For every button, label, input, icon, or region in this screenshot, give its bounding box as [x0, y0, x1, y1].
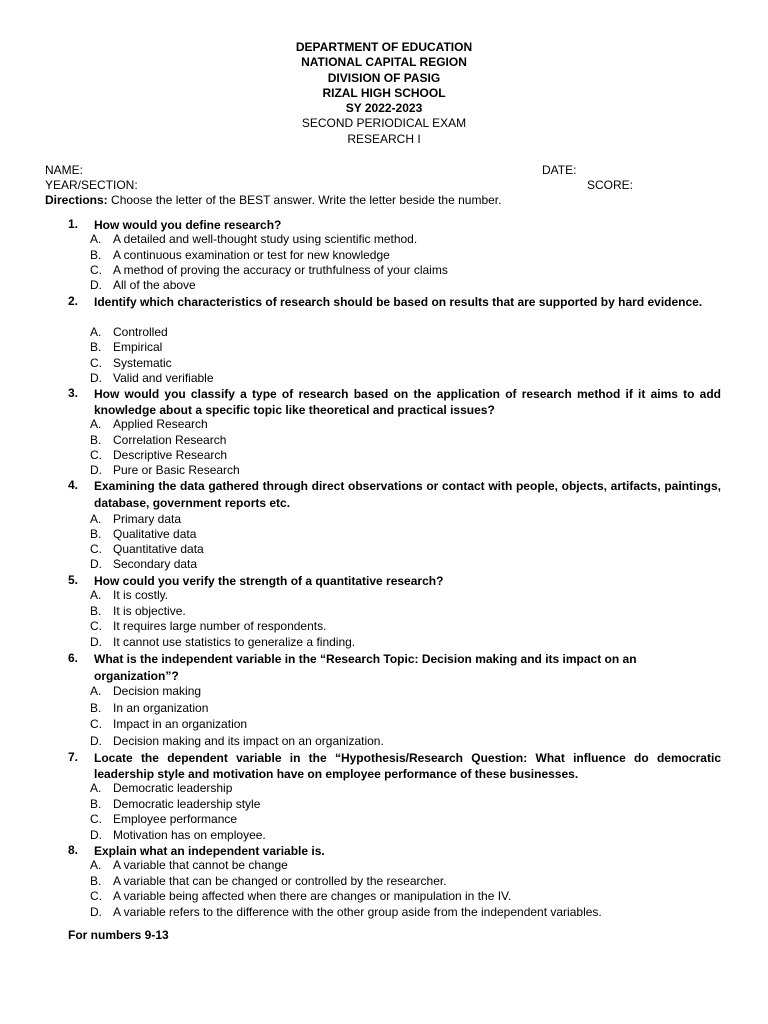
question-3	[68, 386, 721, 418]
region-title: NATIONAL CAPITAL REGION	[301, 55, 467, 70]
question-text: Locate the dependent variable in the “Hypothesis/Research Question: What influence do democratic leadership style and motivation have on employee performance of these businesses.	[94, 751, 721, 781]
date-label: DATE:	[542, 163, 577, 177]
name-date-row	[45, 163, 725, 178]
school-year: SY 2022-2023	[345, 101, 423, 116]
question-4-option-b: B. Qualitative data	[90, 527, 197, 541]
directions	[45, 193, 745, 208]
score-label: SCORE:	[587, 178, 634, 192]
question-2-option-c: C. Systematic	[90, 356, 172, 370]
question-4-option-a: A. Primary data	[90, 512, 182, 526]
question-3-option-c: C. Descriptive Research	[90, 448, 228, 462]
question-5	[68, 573, 721, 589]
question-1-option-b: B. A continuous examination or test for new knowledge	[90, 248, 390, 262]
question-2-option-d: D. Valid and verifiable	[90, 371, 214, 385]
question-7	[68, 750, 721, 782]
question-6-option-d: D. Decision making and its impact on an organization.	[90, 734, 384, 748]
question-number: 2.	[68, 294, 79, 308]
question-7-option-d: D. Motivation has on employee.	[90, 828, 266, 842]
question-2-option-b: B. Empirical	[90, 340, 163, 354]
question-1	[68, 217, 721, 233]
school-title: RIZAL HIGH SCHOOL	[322, 85, 446, 100]
question-number: 8.	[68, 843, 79, 857]
question-1-option-c: C. A method of proving the accuracy or truthfulness of your claims	[90, 263, 448, 277]
exam-title: SECOND PERIODICAL EXAM	[301, 116, 467, 131]
question-6-option-c: C. Impact in an organization	[90, 717, 248, 731]
question-number: 5.	[68, 573, 79, 587]
question-5-option-c: C. It requires large number of respondents.	[90, 619, 327, 633]
question-number: 1.	[68, 217, 79, 231]
section-note: For numbers 9-13	[68, 928, 169, 942]
question-number: 7.	[68, 750, 79, 764]
question-number: 3.	[68, 386, 79, 400]
question-text: Explain what an independent variable is.	[94, 844, 325, 858]
question-1-option-a: A. A detailed and well-thought study using scientific method.	[90, 232, 418, 246]
question-6-option-b: B. In an organization	[90, 701, 209, 715]
question-3-option-b: B. Correlation Research	[90, 433, 227, 447]
question-text: How could you verify the strength of a quantitative research?	[94, 574, 444, 588]
question-4-option-d: D. Secondary data	[90, 557, 198, 571]
question-5-option-a: A. It is costly.	[90, 588, 169, 602]
question-4-option-c: C. Quantitative data	[90, 542, 204, 556]
question-number: 6.	[68, 651, 79, 665]
directions-label: Directions:	[45, 193, 108, 207]
exam-header	[0, 40, 768, 147]
question-5-option-d: D. It cannot use statistics to generalize a finding.	[90, 635, 356, 649]
question-2	[68, 294, 721, 310]
question-7-option-b: B. Democratic leadership style	[90, 797, 261, 811]
directions-text: Choose the letter of the BEST answer. Write the letter beside the number.	[107, 193, 502, 207]
question-7-option-a: A. Democratic leadership	[90, 781, 233, 795]
question-3-option-d: D. Pure or Basic Research	[90, 463, 240, 477]
year-section-label: YEAR/SECTION:	[45, 178, 138, 192]
subject-title: RESEARCH I	[347, 131, 421, 146]
division-title: DIVISION OF PASIG	[327, 70, 441, 85]
question-text: How would you classify a type of research based on the application of research method if it aims to add knowledge about a specific topic like theoretical and practical issues?	[94, 387, 721, 417]
question-4	[68, 478, 721, 512]
section-score-row	[45, 178, 725, 193]
question-3-option-a: A. Applied Research	[90, 417, 208, 431]
name-label: NAME:	[45, 163, 84, 177]
question-text: What is the independent variable in the “Research Topic: Decision making and its impact on an organization”?	[94, 652, 637, 683]
question-8	[68, 843, 721, 859]
question-7-option-c: C. Employee performance	[90, 812, 238, 826]
question-1-option-d: D. All of the above	[90, 278, 196, 292]
question-text: How would you define research?	[94, 218, 282, 232]
question-2-option-a: A. Controlled	[90, 325, 168, 339]
question-6	[68, 651, 721, 685]
question-6-option-a: A. Decision making	[90, 684, 202, 698]
question-8-option-d: D. A variable refers to the difference with the other group aside from the independent variables.	[90, 905, 602, 919]
question-number: 4.	[68, 478, 79, 492]
question-text: Identify which characteristics of research should be based on results that are supported by hard evidence.	[94, 295, 703, 309]
question-8-option-a: A. A variable that cannot be change	[90, 858, 288, 872]
question-text: Examining the data gathered through direct observations or contact with people, objects, artifacts, paintings, database, government reports etc.	[94, 479, 721, 510]
question-8-option-c: C. A variable being affected when there are changes or manipulation in the IV.	[90, 889, 512, 903]
question-5-option-b: B. It is objective.	[90, 604, 186, 618]
department-title: DEPARTMENT OF EDUCATION	[295, 40, 473, 54]
question-8-option-b: B. A variable that can be changed or controlled by the researcher.	[90, 874, 447, 888]
